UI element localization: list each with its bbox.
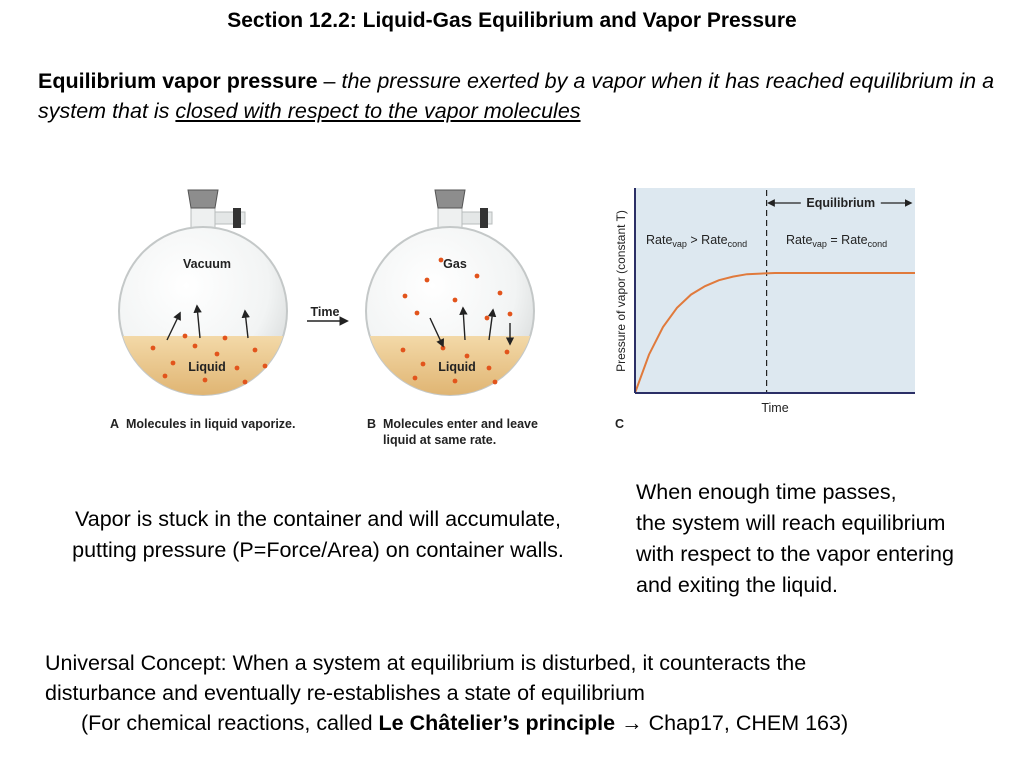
equilibrium-label: Equilibrium — [806, 196, 876, 210]
vapor-pressure-chart — [614, 188, 915, 415]
right-note — [636, 477, 1024, 601]
right-note-line: with respect to the vapor entering — [636, 542, 954, 566]
chart-plot-area — [635, 188, 915, 393]
flask-a-liquid-label: Liquid — [188, 360, 226, 374]
left-note-line: Vapor is stuck in the container and will accumulate, — [75, 507, 561, 531]
caption-b-letter: B — [367, 417, 377, 431]
flask-b-region-label: Gas — [443, 257, 467, 271]
right-note-line: the system will reach equilibrium — [636, 511, 946, 535]
caption-b-line2: liquid at same rate. — [383, 433, 497, 447]
left-note-line: putting pressure (P=Force/Area) on container walls. — [72, 538, 564, 562]
left-note — [18, 504, 618, 566]
concept-line: Universal Concept: When a system at equilibrium is disturbed, it counteracts the — [45, 651, 807, 675]
flask-b — [355, 190, 555, 416]
universal-concept — [45, 648, 1005, 738]
vapor-pressure-figure — [105, 168, 935, 458]
definition-block — [38, 66, 1013, 126]
concept-line — [45, 708, 1005, 738]
rate-before-label: Rate$_{vap}$ > Rate$_{cond}$ — [646, 233, 748, 249]
page-title: Section 12.2: Liquid-Gas Equilibrium and Vapor Pressure — [227, 9, 797, 32]
caption-c-letter: C — [615, 417, 625, 431]
caption-b-line1: Molecules enter and leave — [383, 417, 538, 431]
le-chatelier-term: Le Châtelier’s principle — [378, 711, 616, 735]
flask-b-liquid-label: Liquid — [438, 360, 476, 374]
chart-x-axis-label: Time — [761, 401, 789, 415]
definition-dash: – — [317, 69, 342, 93]
definition-term: Equilibrium vapor pressure — [38, 69, 318, 93]
chart-y-axis-label: Pressure of vapor (constant T) — [614, 210, 628, 372]
right-note-line: and exiting the liquid. — [636, 573, 839, 597]
arrow-right-icon: → — [615, 711, 649, 735]
caption-a-text: Molecules in liquid vaporize. — [126, 417, 296, 431]
concept-line3-post: Chap17, CHEM 163) — [648, 711, 849, 735]
rate-after-label: Rate$_{vap}$ = Rate$_{cond}$ — [786, 233, 888, 249]
caption-a-letter: A — [110, 417, 120, 431]
right-note-line: When enough time passes, — [636, 480, 897, 504]
definition-text: the pressure exerted by a vapor when it has reached equilibrium in a system that is — [38, 69, 995, 123]
flask-a-region-label: Vacuum — [183, 257, 231, 271]
concept-line: disturbance and eventually re-establishes a state of equilibrium — [45, 681, 645, 705]
definition-underlined: closed with respect to the vapor molecules — [175, 99, 581, 123]
concept-line3-pre: (For chemical reactions, called — [81, 711, 379, 735]
flask-a — [105, 190, 305, 416]
time-arrow-label: Time — [310, 305, 340, 319]
